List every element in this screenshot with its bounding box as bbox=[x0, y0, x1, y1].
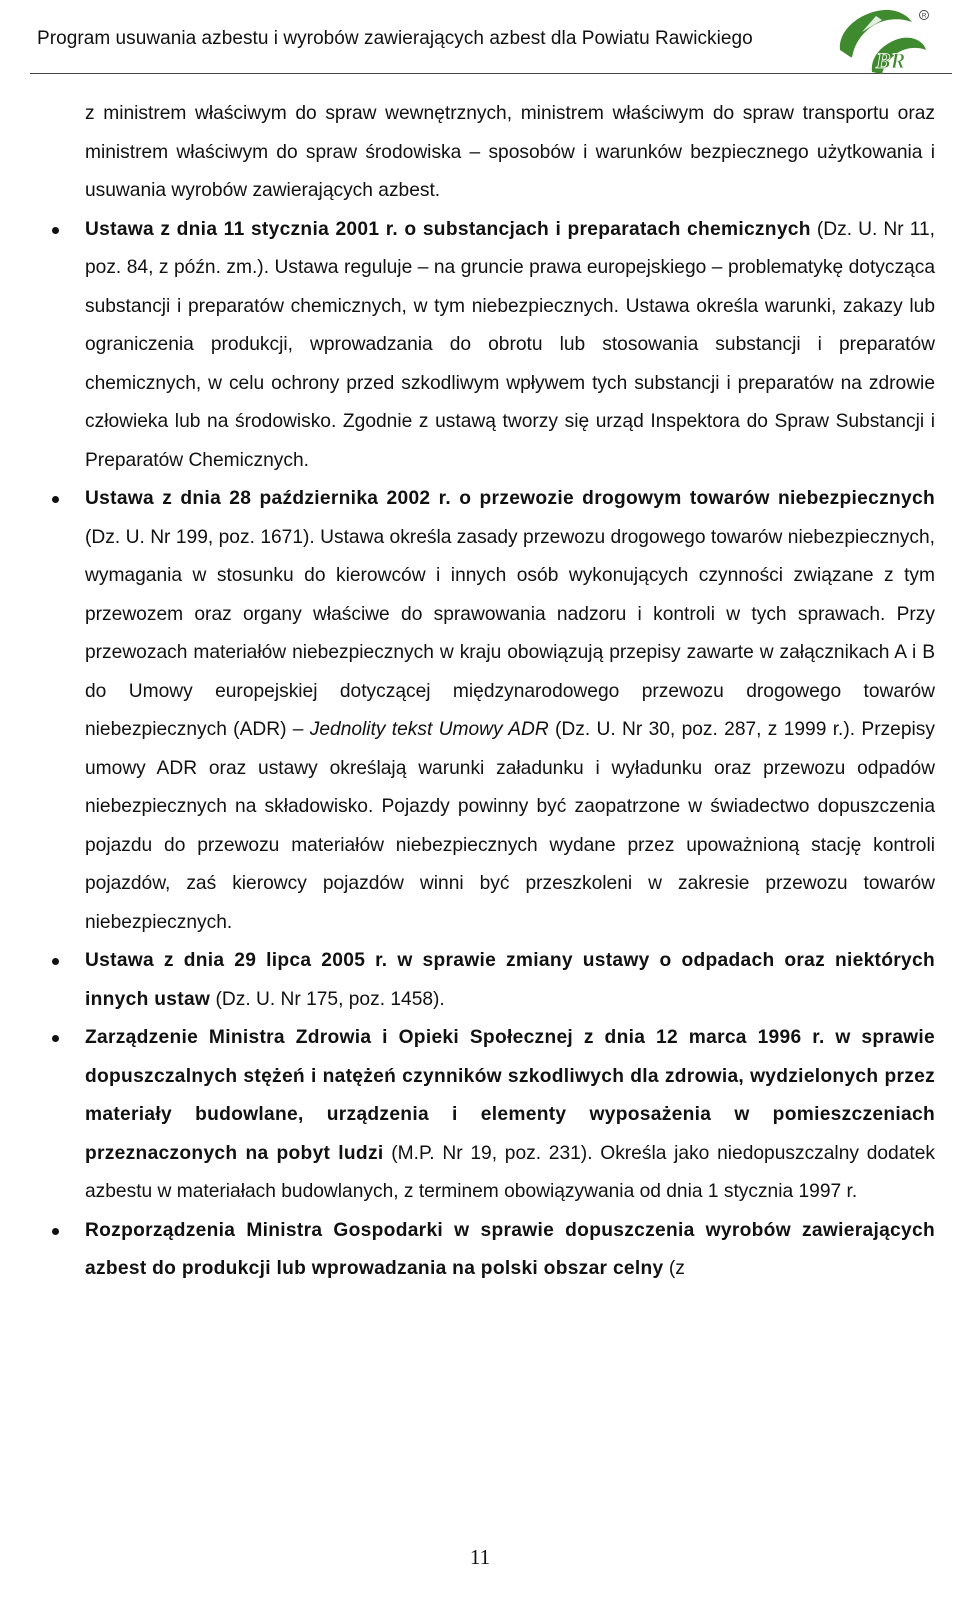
act-reference-italic: Jednolity tekst Umowy ADR bbox=[309, 719, 549, 740]
legal-act-item bbox=[85, 1212, 935, 1289]
header-divider bbox=[30, 73, 952, 74]
act-title: Zarządzenie Ministra Zdrowia i Opieki Społecznej z dnia 12 marca 1996 r. w sprawie dopuszczalnych stężeń i natężeń czynników szkodliwych dla zdrowia, wydzielonych przez materiały budowlane, urządzenia i elementy wyposażenia w pomieszczeniach przeznaczonych na pobyt ludzi bbox=[85, 1027, 935, 1164]
legal-act-item bbox=[85, 942, 935, 1019]
act-title: Rozporządzenia Ministra Gospodarki w sprawie dopuszczenia wyrobów zawierających azbest do produkcji lub wprowadzania na polski obszar celny bbox=[85, 1219, 935, 1279]
document-title: Program usuwania azbestu i wyrobów zawierających azbest dla Powiatu Rawickiego bbox=[37, 28, 753, 49]
legal-act-item bbox=[85, 480, 935, 942]
act-title: Ustawa z dnia 28 października 2002 r. o przewozie drogowym towarów niebezpiecznych bbox=[85, 488, 935, 509]
act-description-continued: (Dz. U. Nr 30, poz. 287, z 1999 r.). Przepisy umowy ADR oraz ustawy określają warunki załadunku i wyładunku oraz przewozu odpadów niebezpiecznych na składowisko. Pojazdy powinny być zaopatrzone w świadectwo dopuszczenia pojazdu do przewozu materiałów niebezpiecznych wydane przez upoważnioną stację kontroli pojazdów, zaś kierowcy pojazdów winni być przeszkoleni w zakresie przewozu towarów niebezpiecznych. bbox=[85, 719, 935, 933]
act-description: (Dz. U. Nr 11, poz. 84, z późn. zm.). Ustawa reguluje – na gruncie prawa europejskiego – problematykę dotycząca substancji i preparatów chemicznych, w tym niebezpiecznych. Ustawa określa warunki, zakazy lub ograniczenia produkcji, wprowadzania do obrotu lub stosowania substancji i preparatów chemicznych, w celu ochrony przed szkodliwym wpływem tych substancji i preparatów na zdrowie człowieka lub na środowisko. Zgodnie z ustawą tworzy się urząd Inspektora do Spraw Substancji i Preparatów Chemicznych. bbox=[85, 218, 935, 471]
legal-act-item bbox=[85, 1019, 935, 1212]
document-body bbox=[85, 95, 935, 1289]
act-description: (Dz. U. Nr 199, poz. 1671). Ustawa określa zasady przewozu drogowego towarów niebezpiecznych, wymagania w stosunku do kierowców i innych osób wykonujących czynności związane z tym przewozem oraz organy właściwe do sprawowania nadzoru i kontroli w tych sprawach. Przy przewozach materiałów niebezpiecznych w kraju obowiązują przepisy zawarte w załącznikach A i B do Umowy europejskiej dotyczącej międzynarodowego przewozu drogowego towarów niebezpiecznych (ADR) – bbox=[85, 526, 935, 740]
abrys-leaf-logo-icon bbox=[832, 2, 932, 78]
legal-act-item bbox=[85, 211, 935, 481]
act-title: Ustawa z dnia 11 stycznia 2001 r. o substancjach i preparatach chemicznych bbox=[85, 218, 811, 240]
act-description: (z bbox=[663, 1258, 685, 1279]
page-header bbox=[0, 0, 960, 78]
svg-text:R: R bbox=[921, 12, 927, 20]
continuation-paragraph: z ministrem właściwym do spraw wewnętrznych, ministrem właściwym do spraw transportu oraz ministrem właściwym do spraw środowiska – sposobów i warunków bezpiecznego użytkowania i usuwania wyrobów zawierających azbest. bbox=[85, 103, 935, 201]
page-number: 11 bbox=[469, 1545, 491, 1569]
act-title: Ustawa z dnia 29 lipca 2005 r. w sprawie zmiany ustawy o odpadach oraz niektórych innych ustaw bbox=[85, 950, 935, 1010]
svg-text:BR: BR bbox=[876, 48, 906, 73]
act-description: (Dz. U. Nr 175, poz. 1458). bbox=[210, 988, 445, 1010]
act-description: (M.P. Nr 19, poz. 231). Określa jako niedopuszczalny dodatek azbestu w materiałach budowlanych, z terminem obowiązywania od dnia 1 stycznia 1997 r. bbox=[85, 1142, 935, 1202]
